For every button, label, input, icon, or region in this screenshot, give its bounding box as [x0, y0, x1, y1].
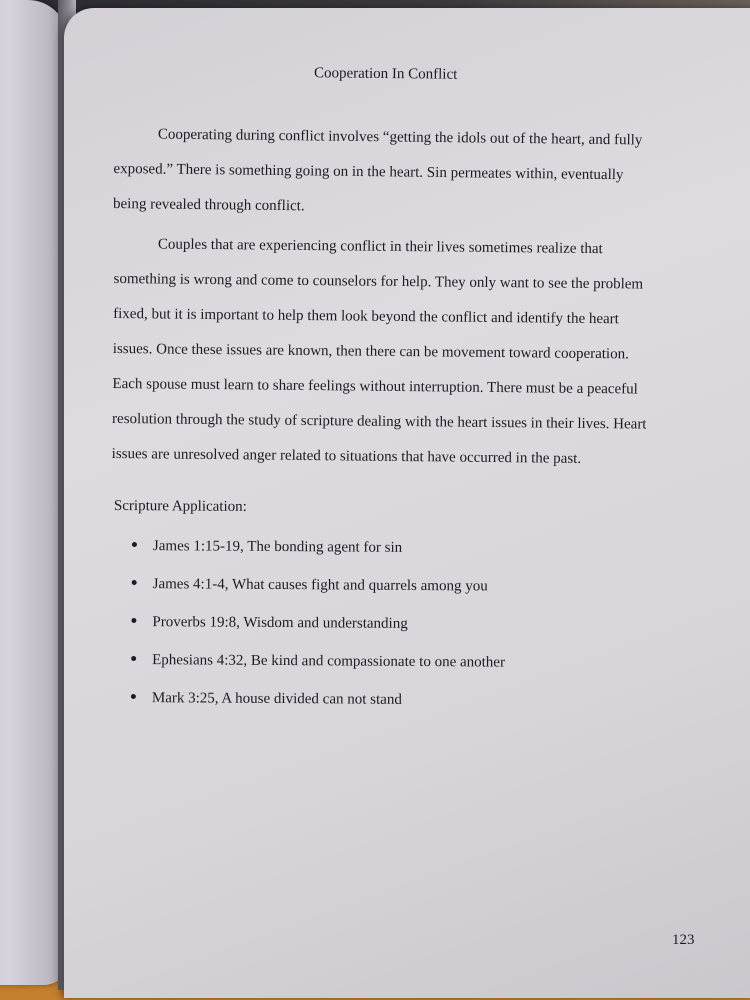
list-item [132, 576, 488, 595]
bullet-icon [131, 656, 136, 661]
scripture-application-label: Scripture Application: [113, 498, 247, 515]
list-item-text: Proverbs 19:8, Wisdom and understanding [152, 614, 408, 632]
scripture-list [132, 538, 652, 708]
paragraph-line: issues are unresolved anger related to situations that have occurred in the past. [111, 445, 582, 467]
list-item [132, 538, 402, 557]
list-item-text: James 4:1-4, What causes fight and quarrels among you [152, 576, 488, 595]
bullet-icon [131, 618, 136, 623]
list-item [131, 652, 505, 672]
bullet-icon [132, 542, 137, 547]
bullet-icon [132, 580, 137, 585]
paragraph-2 [111, 236, 694, 467]
list-item-text: James 1:15-19, The bonding agent for sin [152, 538, 403, 556]
bullet-icon [131, 694, 136, 699]
paragraph-line: resolution through the study of scripture dealing with the heart issues in their lives. Heart [111, 410, 647, 433]
list-item [131, 690, 402, 709]
paragraph-line: being revealed through conflict. [112, 195, 305, 215]
paragraph-line: Couples that are experiencing conflict in their lives sometimes realize that [157, 236, 603, 258]
paragraph-line: fixed, but it is important to help them look beyond the conflict and identify the heart [113, 305, 619, 328]
paragraph-line: issues. Once these issues are known, then there can be movement toward cooperation. [112, 340, 629, 363]
page-title: Cooperation In Conflict [313, 65, 458, 83]
paragraph-1 [112, 126, 694, 215]
list-item [131, 614, 407, 633]
page-number: 123 [672, 932, 695, 948]
book-page [64, 8, 750, 998]
paragraph-line: Cooperating during conflict involves “getting the idols out of the heart, and fully [157, 126, 643, 149]
list-item-text: Ephesians 4:32, Be kind and compassionate to one another [152, 652, 506, 671]
paragraph-line: something is wrong and come to counselors for help. They only want to see the problem [113, 270, 644, 293]
list-item-text: Mark 3:25, A house divided can not stand [151, 690, 402, 708]
paragraph-line: exposed.” There is something going on in the heart. Sin permeates within, eventually [113, 160, 624, 184]
paragraph-line: Each spouse must learn to share feelings without interruption. There must be a peaceful [112, 375, 638, 398]
